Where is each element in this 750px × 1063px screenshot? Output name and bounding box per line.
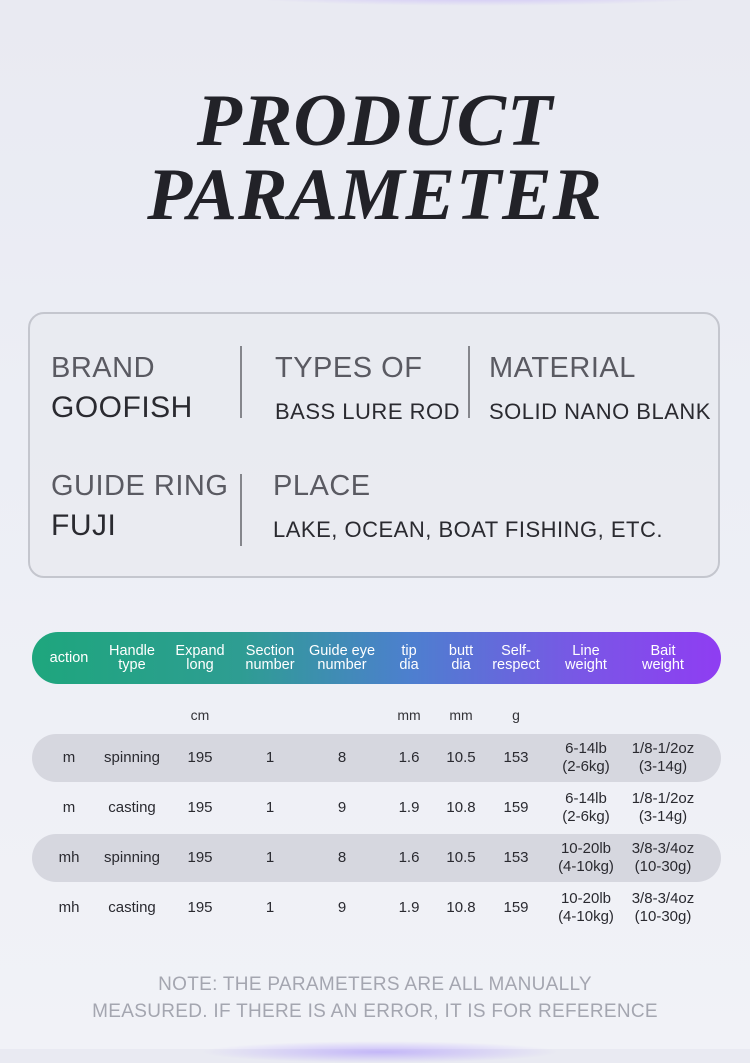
cell-action: m <box>62 749 76 766</box>
cell-handle-type: casting <box>108 899 156 916</box>
unit-tip-dia: mm <box>397 707 421 723</box>
unit-expand-long: cm <box>190 707 210 723</box>
cell-line-weight: 10-20lb (4-10kg) <box>558 840 614 875</box>
header-handle-type: Handle type <box>109 643 155 673</box>
table-row <box>32 834 721 882</box>
types-value: BASS LURE ROD <box>275 399 460 424</box>
header-bait-weight: Bait weight <box>642 643 684 673</box>
material-cell <box>489 352 711 425</box>
header-expand-long: Expand long <box>175 643 225 673</box>
brand-value: GOOFISH <box>51 391 193 424</box>
divider <box>468 346 470 418</box>
header-tip-dia: tip dia <box>399 643 419 673</box>
cell-tip-dia: 1.6 <box>398 849 420 866</box>
cell-bait-weight: 1/8-1/2oz (3-14g) <box>631 740 695 775</box>
header-line-weight: Line weight <box>565 643 607 673</box>
cell-line-weight: 6-14lb (2-6kg) <box>562 740 610 775</box>
product-info-card <box>28 312 720 578</box>
cell-section-number: 1 <box>265 799 275 816</box>
cell-expand-long: 195 <box>187 899 213 916</box>
cell-expand-long: 195 <box>187 799 213 816</box>
page-title-line-1: PRODUCT <box>196 80 554 162</box>
cell-self-respect: 159 <box>503 899 529 916</box>
cell-butt-dia: 10.8 <box>446 899 476 916</box>
cell-tip-dia: 1.9 <box>398 799 420 816</box>
divider <box>240 474 242 546</box>
table-row <box>32 784 721 832</box>
cell-expand-long: 195 <box>187 749 213 766</box>
material-label: MATERIAL <box>489 352 636 384</box>
header-guide-eye-number: Guide eye number <box>308 643 376 673</box>
cell-butt-dia: 10.8 <box>446 799 476 816</box>
header-section-number: Section number <box>245 643 295 673</box>
cell-action: mh <box>58 849 80 866</box>
top-glow-decoration <box>220 0 740 6</box>
cell-action: m <box>62 799 76 816</box>
place-value: LAKE, OCEAN, BOAT FISHING, ETC. <box>273 517 663 542</box>
note-line-2: MEASURED. IF THERE IS AN ERROR, IT IS FOR REFERENCE <box>92 1001 658 1022</box>
place-cell <box>273 470 663 543</box>
cell-section-number: 1 <box>265 749 275 766</box>
cell-guide-eye-number: 8 <box>337 849 347 866</box>
cell-handle-type: spinning <box>104 849 160 866</box>
cell-expand-long: 195 <box>187 849 213 866</box>
cell-bait-weight: 1/8-1/2oz (3-14g) <box>631 790 695 825</box>
cell-guide-eye-number: 9 <box>337 799 347 816</box>
brand-cell <box>51 352 193 425</box>
cell-self-respect: 153 <box>503 749 529 766</box>
header-self-respect: Self- respect <box>492 643 540 673</box>
cell-self-respect: 159 <box>503 799 529 816</box>
cell-tip-dia: 1.6 <box>398 749 420 766</box>
header-action: action <box>49 650 89 666</box>
cell-bait-weight: 3/8-3/4oz (10-30g) <box>631 840 695 875</box>
bottom-glow-decoration <box>200 1041 560 1063</box>
types-cell <box>275 352 460 425</box>
cell-action: mh <box>58 899 80 916</box>
note-line-1: NOTE: THE PARAMETERS ARE ALL MANUALLY <box>158 974 592 995</box>
cell-bait-weight: 3/8-3/4oz (10-30g) <box>631 890 695 925</box>
cell-section-number: 1 <box>265 899 275 916</box>
guide-ring-value: FUJI <box>51 509 117 542</box>
cell-guide-eye-number: 9 <box>337 899 347 916</box>
unit-self-respect: g <box>512 707 520 723</box>
cell-handle-type: casting <box>108 799 156 816</box>
cell-section-number: 1 <box>265 849 275 866</box>
material-value: SOLID NANO BLANK <box>489 399 711 424</box>
cell-line-weight: 6-14lb (2-6kg) <box>562 790 610 825</box>
table-header-bar <box>32 632 721 684</box>
cell-tip-dia: 1.9 <box>398 899 420 916</box>
divider <box>240 346 242 418</box>
cell-butt-dia: 10.5 <box>446 749 476 766</box>
cell-butt-dia: 10.5 <box>446 849 476 866</box>
unit-butt-dia: mm <box>449 707 473 723</box>
cell-self-respect: 153 <box>503 849 529 866</box>
brand-label: BRAND <box>51 352 156 384</box>
guide-ring-cell <box>51 470 228 543</box>
guide-ring-label: GUIDE RING <box>51 470 229 502</box>
cell-guide-eye-number: 8 <box>337 749 347 766</box>
cell-handle-type: spinning <box>104 749 160 766</box>
header-butt-dia: butt dia <box>448 643 474 673</box>
page-title-line-2: PARAMETER <box>147 154 603 236</box>
cell-line-weight: 10-20lb (4-10kg) <box>558 890 614 925</box>
table-row <box>32 734 721 782</box>
place-label: PLACE <box>273 470 371 502</box>
types-label: TYPES OF <box>275 352 423 384</box>
table-row <box>32 884 721 932</box>
